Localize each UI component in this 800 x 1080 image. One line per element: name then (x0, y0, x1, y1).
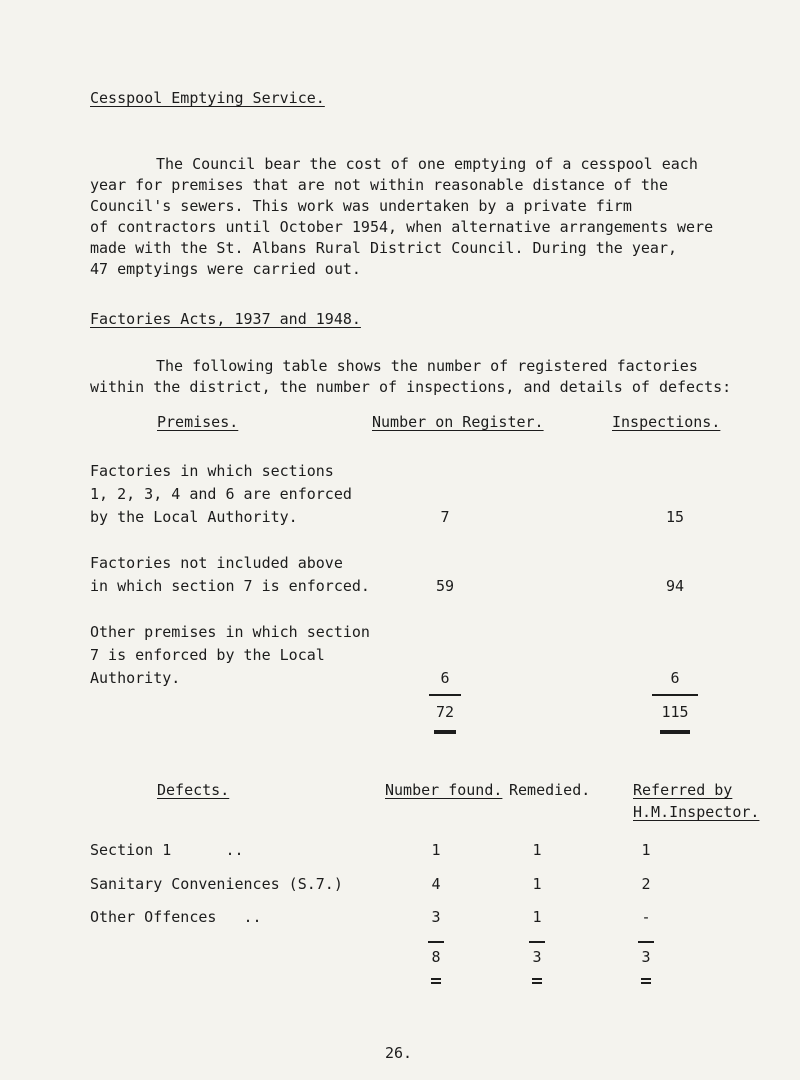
subtotal-rule (529, 941, 545, 943)
defect-row-label: Section 1 .. (90, 841, 244, 859)
premises-row-label: by the Local Authority. (90, 508, 298, 526)
subtotal-rule (429, 694, 461, 696)
found-total: 8 (431, 948, 441, 966)
remedied-value: 1 (532, 875, 542, 893)
premises-row-label: Authority. (90, 669, 181, 687)
premises-row-label: in which section 7 is enforced. (90, 577, 370, 595)
subtotal-rule (652, 694, 698, 696)
subtotal-rule (428, 941, 444, 943)
inspections-value: 6 (670, 669, 680, 687)
paragraph-line: of contractors until October 1954, when alternative arrangements were (90, 218, 714, 236)
intro-line: within the district, the number of inspections, and details of defects: (90, 378, 732, 396)
inspections-header: Inspections. (612, 413, 721, 431)
remedied-header: Remedied. (509, 781, 591, 799)
referred-total: 3 (641, 948, 651, 966)
register-header: Number on Register. (372, 413, 544, 431)
paragraph-line: 47 emptyings were carried out. (90, 260, 361, 278)
paragraph-line: Council's sewers. This work was undertaken by a private firm (90, 197, 632, 215)
factories-heading: Factories Acts, 1937 and 1948. (90, 310, 361, 328)
premises-row-label: 7 is enforced by the Local (90, 646, 325, 664)
cesspool-paragraph (90, 154, 713, 280)
referred-header: Referred by (633, 781, 733, 799)
subtotal-rule (638, 941, 654, 943)
factories-intro (90, 356, 731, 398)
referred-value: 1 (641, 841, 651, 859)
inspections-value: 15 (665, 508, 685, 526)
paragraph-line: The Council bear the cost of one emptying of a cesspool each (156, 155, 698, 173)
intro-line: The following table shows the number of registered factories (156, 357, 698, 375)
remedied-value: 1 (532, 908, 542, 926)
referred-value: - (641, 908, 651, 926)
remedied-value: 1 (532, 841, 542, 859)
defect-row-label: Sanitary Conveniences (S.7.) (90, 875, 343, 893)
premises-row-label: 1, 2, 3, 4 and 6 are enforced (90, 485, 352, 503)
found-value: 1 (431, 841, 441, 859)
paragraph-line: made with the St. Albans Rural District Council. During the year, (90, 239, 677, 257)
total-double-rule (434, 730, 456, 734)
defect-row-label: Other Offences .. (90, 908, 262, 926)
remedied-total: 3 (532, 948, 542, 966)
page-number: 26. (385, 1044, 413, 1062)
register-total: 72 (435, 703, 455, 721)
found-value: 4 (431, 875, 441, 893)
register-value: 6 (440, 669, 450, 687)
found-header: Number found. (385, 781, 503, 799)
register-value: 59 (435, 577, 455, 595)
premises-row-label: Factories in which sections (90, 462, 334, 480)
inspections-value: 94 (665, 577, 685, 595)
defects-header: Defects. (157, 781, 230, 799)
total-double-rule (532, 978, 542, 984)
total-double-rule (660, 730, 690, 734)
premises-header: Premises. (157, 413, 239, 431)
premises-row-label: Other premises in which section (90, 623, 370, 641)
inspections-total: 115 (661, 703, 689, 721)
total-double-rule (431, 978, 441, 984)
referred-value: 2 (641, 875, 651, 893)
total-double-rule (641, 978, 651, 984)
found-value: 3 (431, 908, 441, 926)
premises-row-label: Factories not included above (90, 554, 343, 572)
paragraph-line: year for premises that are not within reasonable distance of the (90, 176, 668, 194)
referred-header-line2: H.M.Inspector. (633, 803, 760, 821)
register-value: 7 (440, 508, 450, 526)
cesspool-heading: Cesspool Emptying Service. (90, 89, 325, 107)
